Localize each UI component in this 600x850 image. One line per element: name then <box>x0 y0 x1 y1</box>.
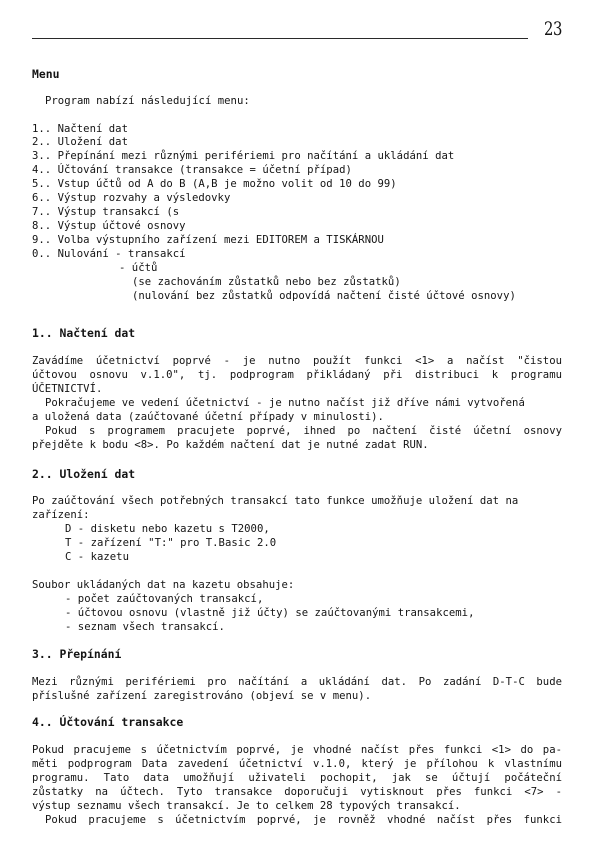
paragraph-line: Pokud pracujeme s účetnictvím poprvé, je rovněž vhodné načíst přes funkci <box>45 814 562 826</box>
section-2-heading: 2.. Uložení dat <box>32 467 136 481</box>
menu-item: 4.. Účtování transakce (transakce = účetní případ) <box>32 164 352 176</box>
paragraph-line: zařízení: <box>32 509 90 521</box>
menu-item: 8.. Výstup účtové osnovy <box>32 220 186 232</box>
section-4-heading: 4.. Účtování transakce <box>32 715 184 729</box>
menu-intro: Program nabízí následující menu: <box>45 95 250 107</box>
menu-sub-item: (nulování bez zůstatků odpovídá načtení čisté účtové osnovy) <box>132 290 516 302</box>
paragraph-line: výstup seznamu všech transakcí. Je to celkem 28 typových transakcí. <box>32 800 461 812</box>
paragraph-line: Mezi různými perifériemi pro načítání a ukládání dat. Po zadání D-T-C bude <box>32 676 562 688</box>
menu-item: 3.. Přepínání mezi různými perifériemi pro načítání a ukládání dat <box>32 150 455 162</box>
menu-sub-item: - účtů <box>119 262 158 274</box>
paragraph-line: Po zaúčtování všech potřebných transakcí tato funkce umožňuje uložení dat na <box>32 495 519 507</box>
paragraph-line: Pokud pracujeme s účetnictvím poprvé, je vhodné načíst přes funkci <1> do pa- <box>32 744 562 756</box>
paragraph-line: zůstatky na účtech. Tyto transakce doporučuji vytisknout přes funkci <7> - <box>32 786 562 798</box>
menu-item: 2.. Uložení dat <box>32 136 128 148</box>
list-item: - seznam všech transakcí. <box>65 621 225 633</box>
paragraph-line: příslušné zařízení zaregistrováno (objeví se v menu). <box>32 690 372 702</box>
menu-item: 5.. Vstup účtů od A do B (A,B je možno volit od 10 do 99) <box>32 178 397 190</box>
menu-item: 1.. Načtení dat <box>32 123 128 135</box>
paragraph-line: Pokud s programem pracujete poprvé, ihned po načtení čisté účetní osnovy <box>45 425 562 437</box>
device-option: C - kazetu <box>65 551 129 563</box>
paragraph-line: měti podprogram Data zavedení účetnictví v.1.0, který je přílohou k vlastnímu <box>32 758 562 770</box>
menu-heading: Menu <box>32 67 60 81</box>
paragraph-line: Soubor ukládaných dat na kazetu obsahuje: <box>32 579 295 591</box>
menu-sub-item: (se zachováním zůstatků nebo bez zůstatků) <box>132 276 401 288</box>
menu-item: 9.. Volba výstupního zařízení mezi EDITOREM a TISKÁRNOU <box>32 234 384 246</box>
menu-item: 0.. Nulování - transakcí <box>32 248 186 260</box>
list-item: - účtovou osnovu (vlastně již účty) se zaúčtovanými transakcemi, <box>65 607 475 619</box>
header-rule <box>32 38 528 39</box>
menu-item: 6.. Výstup rozvahy a výsledovky <box>32 192 231 204</box>
paragraph-line: Zavádíme účetnictví poprvé - je nutno použít funkci <1> a načíst "čistou <box>32 355 562 367</box>
paragraph-line: ÚČETNICTVÍ. <box>32 383 103 395</box>
paragraph-line: programu. Tato data umožňují uživateli pochopit, jak se účtují počáteční <box>32 772 562 784</box>
paragraph-line: Pokračujeme ve vedení účetnictví - je nutno načíst již dříve námi vytvořená <box>45 397 525 409</box>
menu-item: 7.. Výstup transakcí (s <box>32 206 180 218</box>
list-item: - počet zaúčtovaných transakcí, <box>65 593 264 605</box>
section-1-heading: 1.. Načtení dat <box>32 326 136 340</box>
device-option: T - zařízení "T:" pro T.Basic 2.0 <box>65 537 277 549</box>
paragraph-line: přejděte k bodu <8>. Po každém načtení dat je nutné zadat RUN. <box>32 439 429 451</box>
paragraph-line: účtovou osnovu v.1.0", tj. podprogram přikládaný při distribuci k programu <box>32 369 562 381</box>
section-3-heading: 3.. Přepínání <box>32 647 122 661</box>
device-option: D - disketu nebo kazetu s T2000, <box>65 523 270 535</box>
page-number: 23 <box>544 18 563 40</box>
paragraph-line: a uložená data (zaúčtované účetní případy v minulosti). <box>32 411 384 423</box>
